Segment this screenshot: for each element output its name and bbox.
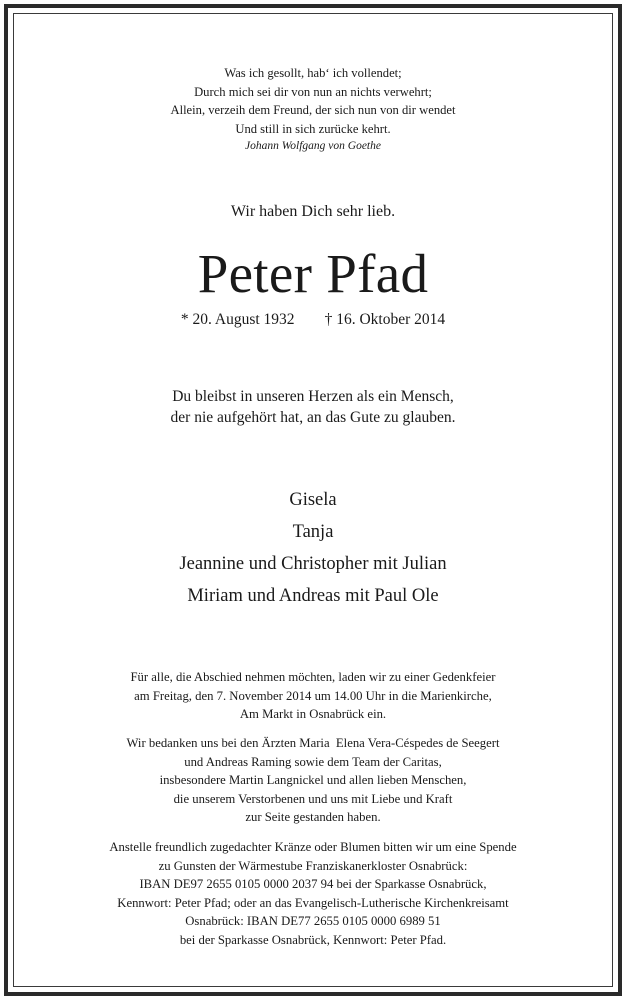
thanks-line: und Andreas Raming sowie dem Team der Caritas, [184, 754, 442, 769]
obituary-notice [14, 14, 612, 986]
deceased-name: Peter Pfad [197, 243, 429, 304]
quote-line: der nie aufgehört hat, an das Gute zu glauben. [170, 409, 456, 426]
info-line: Für alle, die Abschied nehmen möchten, laden wir zu einer Gedenkfeier [130, 670, 496, 684]
mourner: Jeannine und Christopher mit Julian [179, 554, 447, 574]
donation-paragraph [14, 838, 612, 950]
mourner: Gisela [289, 490, 337, 510]
thanks-line: zur Seite gestanden haben. [245, 810, 381, 825]
memorial-quote [14, 386, 612, 428]
intro-line: Wir haben Dich sehr lieb. [230, 203, 396, 220]
info-line: am Freitag, den 7. November 2014 um 14.00 Uhr in die Marienkirche, [134, 688, 492, 703]
donation-line: IBAN DE97 2655 0105 0000 2037 94 bei der Sparkasse Osnabrück, [139, 877, 487, 892]
poem-line: Was ich gesollt, hab‘ ich vollendet; [224, 66, 402, 80]
donation-line: Kennwort: Peter Pfad; oder an das Evangelisch-Lutherische Kirchenkreisamt [117, 895, 509, 910]
mourners-list [14, 484, 612, 612]
life-dates [14, 310, 612, 330]
death-date: † 16. Oktober 2014 [324, 311, 446, 328]
quote-line: Du bleibst in unseren Herzen als ein Mensch, [172, 388, 454, 405]
thanks-line: insbesondere Martin Langnickel und allen lieben Menschen, [159, 773, 467, 788]
thanks-paragraph [14, 734, 612, 827]
donation-line: Osnabrück: IBAN DE77 2655 0105 0000 6989 51 [185, 914, 441, 929]
poem [14, 64, 612, 154]
info-line: Am Markt in Osnabrück ein. [239, 707, 387, 722]
mourner: Miriam und Andreas mit Paul Ole [187, 586, 439, 606]
poem-line: Durch mich sei dir von nun an nichts verwehrt; [194, 84, 432, 99]
birth-date: * 20. August 1932 [180, 311, 295, 328]
thanks-line: Wir bedanken uns bei den Ärzten Maria Elena Vera-Céspedes de Seegert [126, 736, 500, 750]
donation-line: zu Gunsten der Wärmestube Franziskanerkloster Osnabrück: [158, 858, 468, 873]
mourner: Tanja [292, 522, 334, 542]
donation-line: Anstelle freundlich zugedachter Kränze oder Blumen bitten wir um eine Spende [109, 840, 517, 854]
poem-line: Allein, verzeih dem Freund, der sich nun von dir wendet [170, 103, 456, 118]
poem-line: Und still in sich zurücke kehrt. [235, 121, 391, 136]
donation-line: bei der Sparkasse Osnabrück, Kennwort: Peter Pfad. [179, 932, 447, 947]
poem-author: Johann Wolfgang von Goethe [245, 140, 381, 153]
memorial-service-info [14, 668, 612, 724]
thanks-line: die unserem Verstorbenen und uns mit Liebe und Kraft [173, 791, 453, 806]
